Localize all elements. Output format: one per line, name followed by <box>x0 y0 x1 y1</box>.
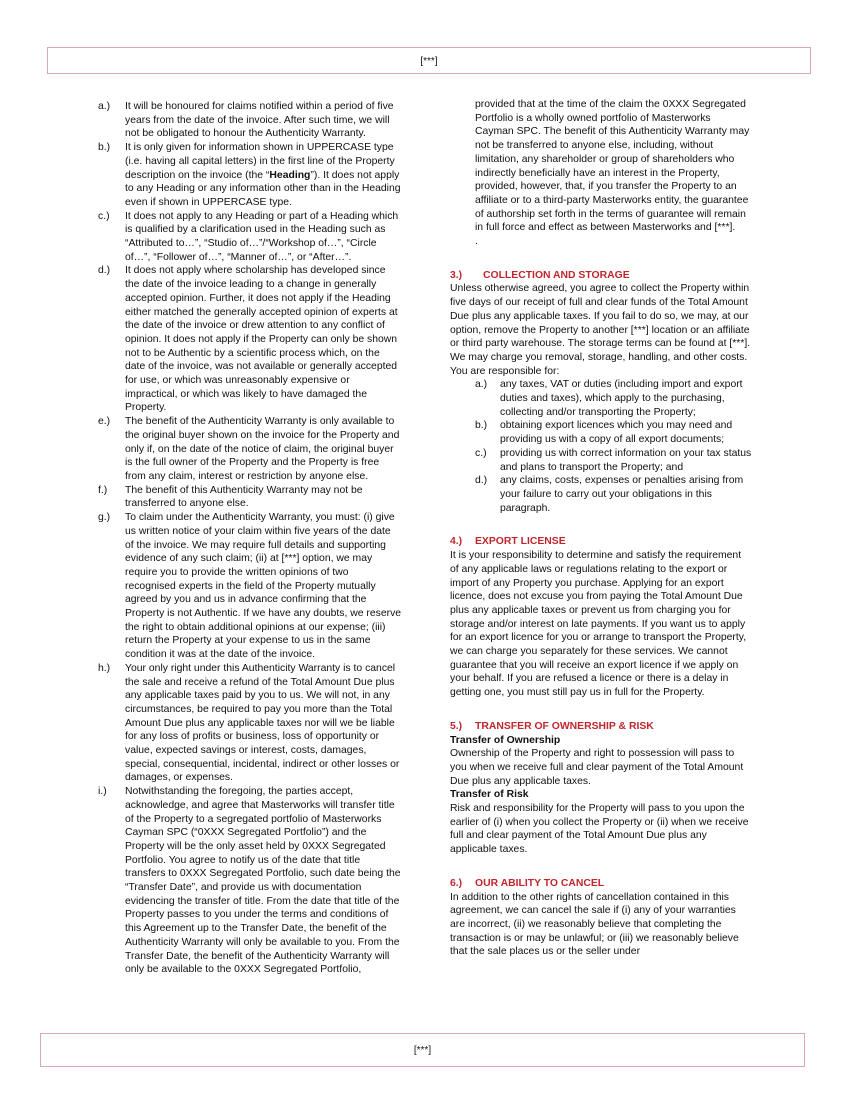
item-text: providing us with correct information on your tax status and plans to transport the Property; and <box>500 447 752 473</box>
item-label: g.) <box>98 512 111 524</box>
item-label: e.) <box>98 416 111 428</box>
section-3-heading <box>450 269 752 283</box>
footer-mark: [***] <box>413 1045 432 1056</box>
warranty-item-c <box>98 210 402 265</box>
warranty-item-d <box>98 264 402 415</box>
item-label: d.) <box>475 475 488 487</box>
item-text <box>125 141 402 210</box>
item-text-part: It is only given for information shown in UPPERCASE type (i.e. having all capital letters) in the first line of the Property description on the invoice (the “ <box>125 142 395 181</box>
item-label: c.) <box>475 447 487 459</box>
item-text: any taxes, VAT or duties (including import and export duties and taxes), which apply to the purchasing, collecting and/or transporting the Property; <box>500 379 743 418</box>
item-text: It does not apply to any Heading or part of a Heading which is qualified by a clarification used in the Heading such as “Attributed to…”, “Studio of…”/“Workshop of…”, “Circle of…”, “Follower of…”, “Manner of…”, or “After…”. <box>125 210 399 263</box>
warranty-item-h <box>98 662 402 785</box>
section-4-body: It is your responsibility to determine and satisfy the requirement of any applicable laws or regulations relating to the export or import of any Property you purchase. Applying for an export licence, does not excuse you from paying the Total Amount Due plus any applicable taxes or prevent us from charging you for storage and/or interest on late payments. If you want us to apply for an export licence for you or arrange to transport the Property, we can charge you separately for these services. We cannot guarantee that you will receive an export licence if we apply on your behalf. If you are refused a licence or there is a delay in getting one, you must still pay us in full for the Property. <box>450 550 747 699</box>
item-label: a.) <box>475 379 488 391</box>
collection-item-a <box>475 378 752 419</box>
right-column <box>450 98 752 959</box>
transfer-of-risk-subheading: Transfer of Risk <box>450 789 529 801</box>
collection-item-c <box>475 447 752 474</box>
item-text: The benefit of the Authenticity Warranty is only available to the original buyer shown on the invoice for the Property and only if, on the date of the notice of claim, the original buyer is the full owner of the Property and the Property is free from any claim, interest or restriction by anyone else. <box>125 416 400 482</box>
item-label: f.) <box>98 484 108 496</box>
warranty-item-i-continuation: provided that at the time of the claim the 0XXX Segregated Portfolio is a wholly owned portfolio of Masterworks Cayman SPC. The benefit of this Authenticity Warranty may not be transferred to anyone else, including, without limitation, any shareholder or group of shareholders who indirectly beneficially have an interest in the Property, provided, however, that, if you transfer the Property to an affiliate or to a third-party Masterworks entity, the guarantee of authorship set forth in the terms of guarantee will remain in full force and effect as between Masterworks and [***]. <box>475 99 750 234</box>
item-label: a.) <box>98 101 111 112</box>
item-text: Notwithstanding the foregoing, the parties accept, acknowledge, and agree that Masterworks will transfer title of the Property to a segregated portfolio of Masterworks Cayman SPC (“0XXX Segregated Portfolio”) and the Property will be the only asset held by 0XXX Segregated Portfolio. You agree to notify us of the date that title transfers to 0XXX Segregated Portfolio, such date being the “Transfer Date”, and provide us with documentation evidencing the transfer of title. From the date that title of the Property passes to you under the terms and conditions of this Agreement up to the Transfer Date, the benefit of the Authenticity Warranty will only be available to you. From the Transfer Date, the benefit of the Authenticity Warranty will only be available to the 0XXX Segregated Portfolio, <box>125 786 401 976</box>
section-title: COLLECTION AND STORAGE <box>483 269 630 281</box>
left-column <box>98 100 402 977</box>
section-4-heading <box>450 535 752 549</box>
item-label: c.) <box>98 210 110 222</box>
item-label: h.) <box>98 662 111 674</box>
section-number: 5.) <box>450 720 463 732</box>
section-3-body: Unless otherwise agreed, you agree to collect the Property within five days of our receipt of full and clear funds of the Total Amount Due plus any applicable taxes. If you fail to do so, we may, at our option, remove the Property to another [***] location or an affiliate or third party warehouse. The storage terms can be found at [***]. We may charge you removal, storage, handling, and other costs. You are responsible for: <box>450 283 751 377</box>
item-label: i.) <box>98 786 107 798</box>
section-number: 6.) <box>450 877 463 889</box>
header-mark: [***] <box>420 56 438 67</box>
section-title: EXPORT LICENSE <box>475 536 566 548</box>
item-label: b.) <box>475 420 488 432</box>
transfer-of-ownership-body: Ownership of the Property and right to possession will pass to you when we receive full and clear payment of the Total Amount Due plus any applicable taxes. <box>450 748 744 787</box>
item-text: Your only right under this Authenticity Warranty is to cancel the sale and receive a refund of the Total Amount Due plus any applicable taxes paid by you to us. We will not, in any circumstances, be required to pay you more than the Total Amount Due plus any applicable taxes nor will we be liable for any loss of profits or business, loss of opportunity or value, expected savings or interest, costs, damages, special, consequential, incidental, indirect or other losses or damages, or expenses. <box>125 662 400 784</box>
warranty-item-f <box>98 484 402 511</box>
item-text-part: ”). It does not apply to any Heading or any information other than in the Heading even if shown in UPPERCASE type. <box>125 169 401 208</box>
warranty-item-b <box>98 141 402 210</box>
warranty-item-e <box>98 415 402 484</box>
section-number: 3.) <box>450 269 463 281</box>
section-6-body: In addition to the other rights of cancellation contained in this agreement, we can cancel the sale if (i) any of your warranties are incorrect, (ii) we reasonably believe that completing the transaction is or may be unlawful; or (iii) we reasonably believe that the sale places us or the seller under <box>450 891 739 958</box>
item-label: d.) <box>98 265 111 277</box>
stray-period: . <box>475 236 478 248</box>
warranty-item-i <box>98 785 402 977</box>
item-text: To claim under the Authenticity Warranty, you must: (i) give us written notice of your claim within five years of the date of the invoice. We may require full details and supporting evidence of any such claim; (ii) at [***] option, we may require you to provide the written opinions of two recognised experts in the field of the Property mutually agreed by you and us in advance confirming that the Property is not Authentic. If we have any doubts, we reserve the right to obtain additional opinions at our expense; (iii) return the Property at your expense to us in the same condition it was at the date of the invoice. <box>125 512 402 661</box>
section-6-heading <box>450 877 752 891</box>
item-label: b.) <box>98 142 111 154</box>
section-title: OUR ABILITY TO CANCEL <box>475 877 605 889</box>
section-5-heading <box>450 720 752 734</box>
item-text: The benefit of this Authenticity Warranty may not be transferred to anyone else. <box>125 484 363 510</box>
collection-item-d <box>475 474 752 515</box>
page-header <box>47 47 811 74</box>
warranty-item-g <box>98 511 402 662</box>
warranty-item-a <box>98 100 402 141</box>
item-text: obtaining export licences which you may need and providing us with a copy of all export documents; <box>500 420 733 446</box>
section-number: 4.) <box>450 536 463 548</box>
page-footer <box>40 1033 805 1067</box>
collection-item-b <box>475 419 752 446</box>
item-text: It will be honoured for claims notified within a period of five years from the date of the invoice. After such time, we will not be obligated to honour the Authenticity Warranty. <box>125 101 394 140</box>
item-text: any claims, costs, expenses or penalties arising from your failure to carry out your obligations in this paragraph. <box>500 475 744 514</box>
section-title: TRANSFER OF OWNERSHIP & RISK <box>475 720 654 732</box>
item-text: It does not apply where scholarship has developed since the date of the invoice leading to a change in generally accepted opinion. Further, it does not apply if the Heading either matched the generally accepted opinion of experts at the date of the invoice or drew attention to any conflict of opinion. It does not apply if the Property can only be shown not to be Authentic by a scientific process which, on the date of the invoice, was not available or generally accepted for use, or which was unreasonably expensive or impractical, or which was likely to have damaged the Property. <box>125 265 398 414</box>
heading-term: Heading <box>269 169 311 181</box>
transfer-of-risk-body: Risk and responsibility for the Property will pass to you upon the earlier of (i) when you collect the Property or (ii) when we receive full and clear payment of the Total Amount Due plus any applicable taxes. <box>450 803 749 856</box>
transfer-of-ownership-subheading: Transfer of Ownership <box>450 734 561 746</box>
